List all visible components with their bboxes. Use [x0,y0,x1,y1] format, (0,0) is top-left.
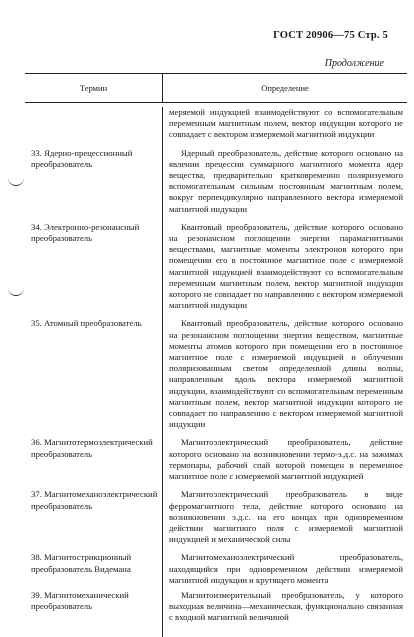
term-cell: 33. Ядерно-прецессионный преобразователь [31,147,133,169]
definition-text: Квантовый преобразователь, действие которого основано на резонансном поглощении энергии парамагнитными веществами, магнитные моменты электронов которого при помещении его в постоянное магнитное поле с измеряемой магнитной индукцией взаимодействуют со вспомогательным переменным магнитным полем, вектор магнитной индукции которого не совпадает по направлению с вектором измеряемой магнитной индукции [169,221,403,311]
definition-cell [162,552,407,586]
column-header-definition: Определение [261,83,309,93]
definition-text: меряемой индукцией взаимодействуют со вспомогательным переменным магнитным полем, вектор индукции которого не совпадает с вектором измеряемой магнитной индукции [169,107,403,140]
term-cell: 34. Электронно-резонансный преобразователь [31,221,140,244]
continuation-label: Продолжение [324,58,384,69]
term-cell: 39. Магнитомеханический преобразователь [31,589,129,612]
definition-cell [162,590,407,624]
definition-text: Квантовый преобразователь, действие которого основано на резонансном поглощении энергии веществом, магнитные моменты атомов которого при помещении его в постоянное магнитное поле с измеряемой индукцией и облучении поляризованным светом определенной длины волны, направленным вдоль вектора измеряемой магнитной индукции, взаимодействуют со вспомогательным переменным магнитным полем, вектор магнитной индукции которого не совпадает по направлению с вектором измеряемой магнитной индукции [169,318,403,430]
table-row [25,437,407,482]
table-row [25,318,407,430]
definition-text: Магнитоэлектрический преобразователь в виде ферромагнитного тела, действие которого основано на возникновении э.д.с. на его концах при одновременном действии магнитного поля с измеряемой магнитной индукцией и механической силы [169,489,403,545]
table-row [25,489,407,545]
table-row [25,552,407,586]
term-cell [25,107,162,141]
margin-bracket-mark [8,287,24,296]
table-row [25,148,407,215]
table-header [25,74,407,103]
definition-cell [162,318,407,430]
table-body [25,107,407,624]
definition-text: Магнитоэлектрический преобразователь, действие которого основано на возникновении термо-э.д.с. на зажимах термопары, рабочий спай которой помещен в переменное магнитное поле с измеряемой магнитной индукцией [169,437,403,482]
definition-cell [162,107,407,141]
definition-text: Магнитоизмерительный преобразователь, у которого выходная величина—механическая, функционально связанная с входной магнитной величиной [169,589,403,623]
table-row [25,590,407,624]
definition-cell [162,489,407,545]
terms-table [25,73,407,624]
definition-cell [162,437,407,482]
term-cell: 36. Магнитотермоэлектрический преобразователь [31,437,153,459]
margin-bracket-mark [8,177,24,186]
term-cell: 38. Магнитострикционный преобразователь Видемана [31,552,132,574]
definition-text: Магнитомеханоэлектрический преобразователь, находящийся при одновременном действии измеряемой магнитной индукции и крутящего момента [169,552,403,585]
term-cell: 35. Атомный преобразователь [31,318,142,329]
definition-cell [162,222,407,312]
term-cell: 37. Магнитомеханоэлектрический преобразователь [31,489,158,511]
table-row [25,107,407,141]
definition-text: Ядерный преобразователь, действие которого основано на явлении прецессии суммарного магнитного момента ядер вещества, предварительно кратковременно поляризуемого вспомогательным сильным постоянным магнитным полем, вокруг перпендикулярно направленного вектора измеряемой магнитной индукции [169,147,403,214]
definition-cell [162,148,407,215]
column-header-term: Термин [25,74,163,102]
table-row [25,222,407,312]
page-header: ГОСТ 20906—75 Стр. 5 [273,30,388,41]
